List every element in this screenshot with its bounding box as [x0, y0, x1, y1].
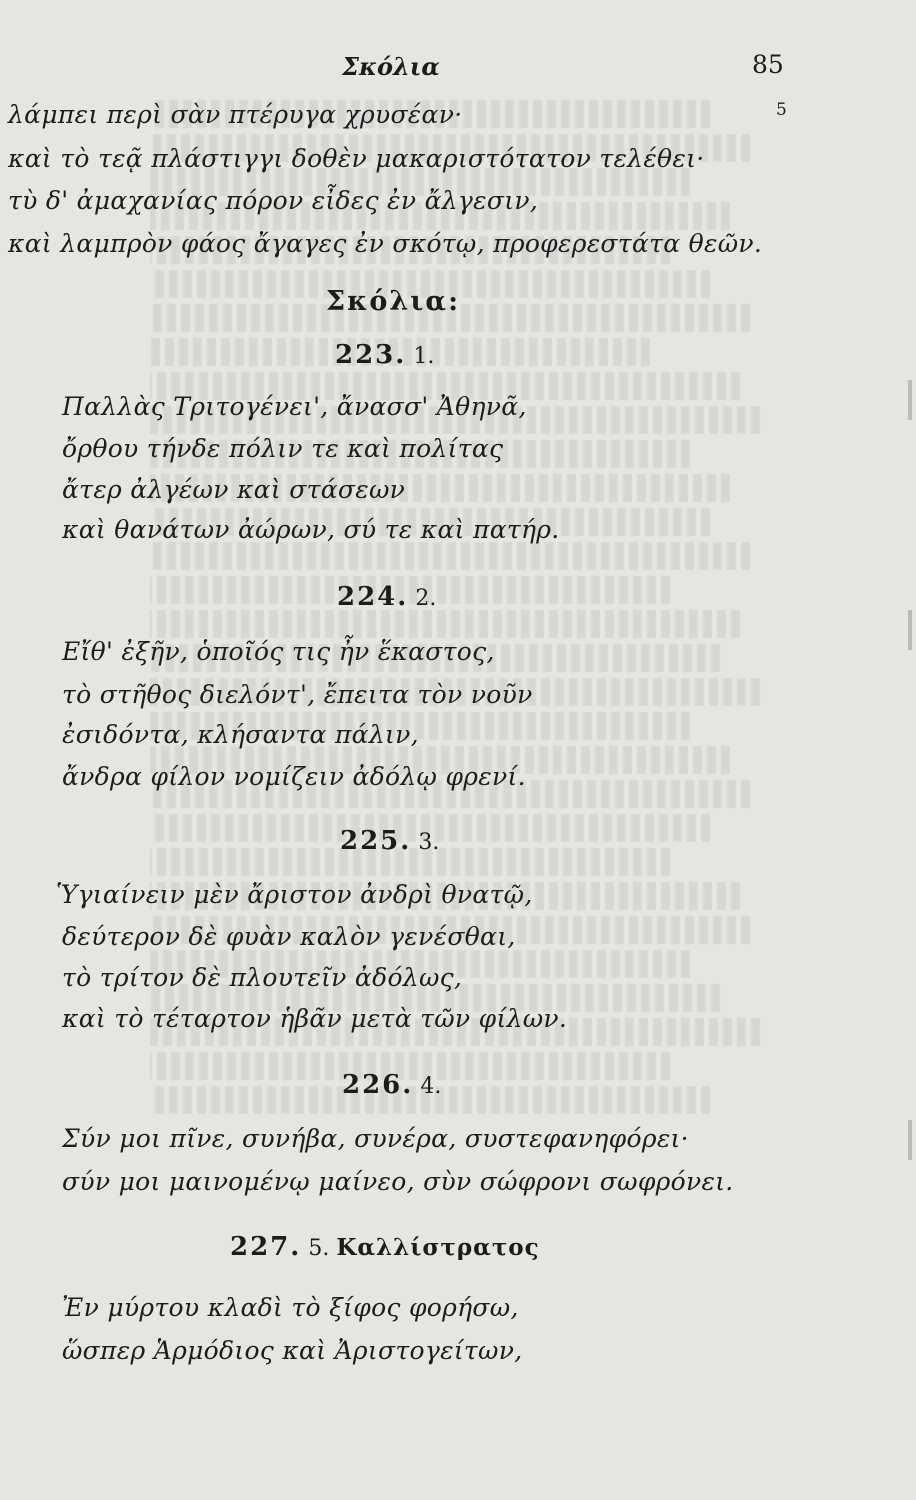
verse-line: ἄτερ ἀλγέων καὶ στάσεων: [62, 475, 406, 504]
poem-number: 224.: [337, 582, 409, 612]
verse-line: Εἴθ' ἐξῆν, ὁποῖός τις ἦν ἕκαστος,: [62, 637, 495, 666]
verse-line: καὶ λαμπρὸν φάος ἄγαγες ἐν σκότῳ, προφερεστάτα θεῶν.: [8, 229, 763, 258]
poem-number-heading: [342, 1070, 441, 1100]
poem-subnumber: 5.: [308, 1236, 330, 1261]
poem-subnumber: 4.: [420, 1074, 442, 1099]
poem-number-heading: [230, 1232, 540, 1262]
verse-line: καὶ τὸ τεᾷ πλάστιγγι δοθὲν μακαριστότατον τελέθει·: [8, 144, 705, 173]
verse-line: Παλλὰς Τριτογένει', ἄνασσ' Ἀθηνᾶ,: [62, 392, 527, 421]
verse-line: ὥσπερ Ἁρμόδιος καὶ Ἀριστογείτων,: [62, 1336, 523, 1365]
poem-number: 226.: [342, 1070, 414, 1100]
verse-line: Ἐν μύρτου κλαδὶ τὸ ξίφος φορήσω,: [62, 1293, 519, 1322]
verse-line: τὺ δ' ἀμαχανίας πόρον εἶδες ἐν ἄλγεσιν,: [8, 186, 539, 215]
poem-number: 223.: [335, 340, 407, 370]
section-title: Σκόλια:: [326, 286, 461, 317]
verse-line: Σύν μοι πῖνε, συνήβα, συνέρα, συστεφανηφόρει·: [62, 1124, 689, 1153]
verse-line: Ὑγιαίνειν μὲν ἄριστον ἀνδρὶ θνατῷ,: [56, 880, 533, 909]
verse-line: σύν μοι μαινομένῳ μαίνεο, σὺν σώφρονι σωφρόνει.: [62, 1167, 734, 1196]
verse-line: ὄρθου τήνδε πόλιν τε καὶ πολίτας: [62, 434, 504, 463]
poem-subnumber: 1.: [413, 344, 435, 369]
page-edge-mark: [908, 380, 912, 420]
poem-attribution: Καλλίστρατος: [336, 1234, 540, 1261]
verse-line: ἐσιδόντα, κλήσαντα πάλιν,: [62, 720, 419, 749]
verse-line: ἄνδρα φίλον νομίζειν ἀδόλῳ φρενί.: [62, 762, 526, 791]
poem-number: 225.: [340, 826, 412, 856]
margin-line-number: 5: [776, 100, 787, 120]
bleed-through-text: [150, 100, 870, 1400]
poem-number-heading: [337, 582, 436, 612]
running-header-title: Σκόλια: [342, 52, 440, 81]
page-edge-mark: [908, 610, 912, 650]
verse-line: λάμπει περὶ σὰν πτέρυγα χρυσέαν·: [8, 100, 463, 129]
verse-line: καὶ τὸ τέταρτον ἡβᾶν μετὰ τῶν φίλων.: [62, 1004, 568, 1033]
poem-number-heading: [335, 340, 434, 370]
verse-line: καὶ θανάτων ἀώρων, σύ τε καὶ πατήρ.: [62, 515, 560, 544]
page-edge-mark: [908, 1120, 912, 1160]
poem-number-heading: [340, 826, 439, 856]
verse-line: δεύτερον δὲ φυὰν καλὸν γενέσθαι,: [62, 922, 516, 951]
page-number: 85: [752, 50, 784, 79]
poem-subnumber: 2.: [415, 586, 437, 611]
poem-number: 227.: [230, 1232, 302, 1262]
verse-line: τὸ στῆθος διελόντ', ἔπειτα τὸν νοῦν: [62, 680, 533, 709]
verse-line: τὸ τρίτον δὲ πλουτεῖν ἀδόλως,: [62, 963, 463, 992]
poem-subnumber: 3.: [418, 830, 440, 855]
